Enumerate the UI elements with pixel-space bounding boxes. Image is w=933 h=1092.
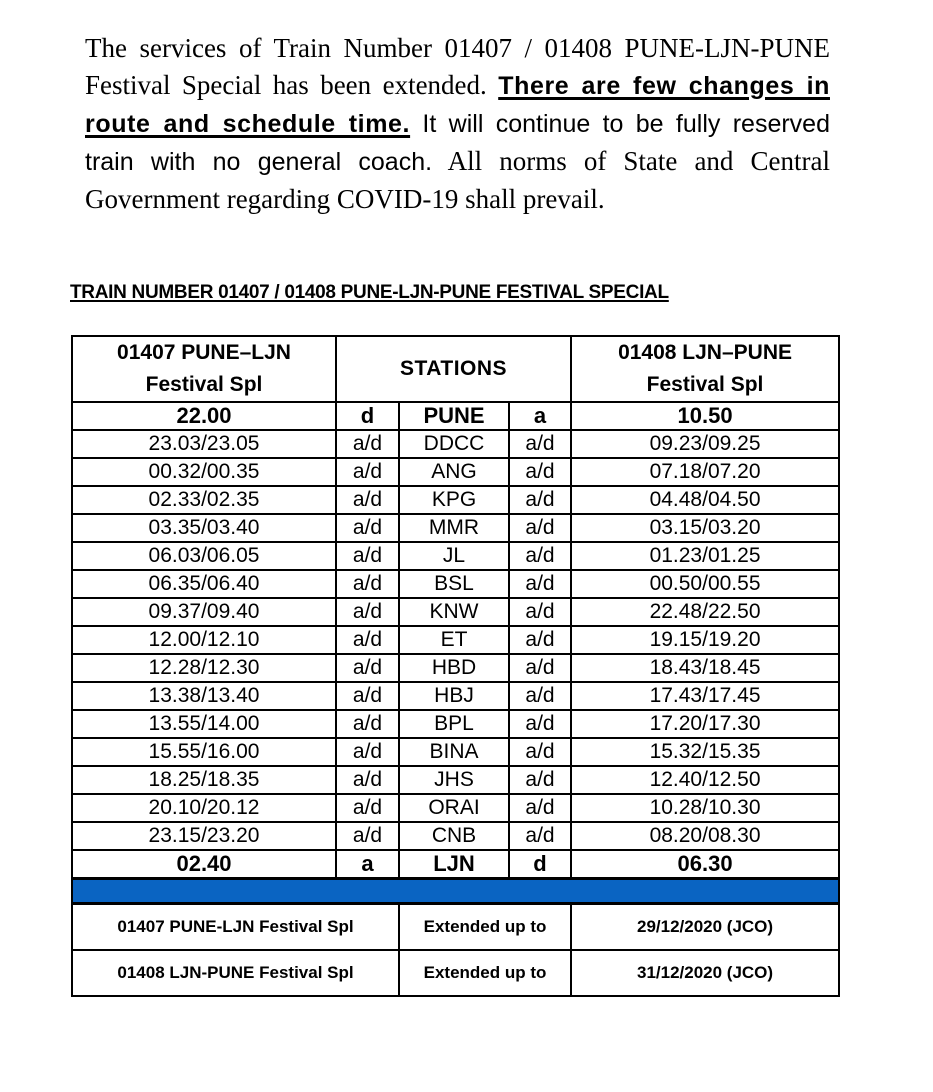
station-cell: LJN — [399, 850, 509, 879]
notice-highlight: There are few changes in route and schedule time. — [85, 72, 830, 138]
down-code-cell: a/d — [509, 682, 571, 710]
up-time-cell: 00.32/00.35 — [72, 458, 336, 486]
up-time-cell: 20.10/20.12 — [72, 794, 336, 822]
header-down-train — [571, 336, 839, 402]
blue-separator-row — [72, 879, 839, 904]
table-row — [72, 430, 839, 458]
station-cell: BINA — [399, 738, 509, 766]
header-down-train-name: Festival Spl — [646, 373, 764, 396]
up-code-cell: a/d — [336, 626, 399, 654]
table-row — [72, 486, 839, 514]
up-time-cell: 09.37/09.40 — [72, 598, 336, 626]
down-code-cell: a/d — [509, 738, 571, 766]
station-cell: KPG — [399, 486, 509, 514]
header-stations: STATIONS — [336, 336, 571, 402]
table-row — [72, 542, 839, 570]
up-time-cell: 12.00/12.10 — [72, 626, 336, 654]
down-code-cell: a/d — [509, 766, 571, 794]
station-cell: JHS — [399, 766, 509, 794]
down-code-cell: a/d — [509, 794, 571, 822]
station-cell: BPL — [399, 710, 509, 738]
up-time-cell: 02.40 — [72, 850, 336, 879]
up-code-cell: a/d — [336, 570, 399, 598]
table-row — [72, 654, 839, 682]
down-code-cell: a/d — [509, 570, 571, 598]
down-time-cell: 06.30 — [571, 850, 839, 879]
station-cell: DDCC — [399, 430, 509, 458]
station-cell: ORAI — [399, 794, 509, 822]
down-time-cell: 04.48/04.50 — [571, 486, 839, 514]
down-code-cell: a/d — [509, 430, 571, 458]
extension-label: Extended up to — [399, 904, 571, 951]
table-row — [72, 570, 839, 598]
down-time-cell: 10.28/10.30 — [571, 794, 839, 822]
down-time-cell: 22.48/22.50 — [571, 598, 839, 626]
down-code-cell: a/d — [509, 514, 571, 542]
down-time-cell: 01.23/01.25 — [571, 542, 839, 570]
down-code-cell: a/d — [509, 542, 571, 570]
down-time-cell: 09.23/09.25 — [571, 430, 839, 458]
header-up-train-number: 01407 PUNE–LJN — [117, 341, 291, 364]
up-code-cell: a — [336, 850, 399, 879]
station-cell: ET — [399, 626, 509, 654]
down-code-cell: a/d — [509, 458, 571, 486]
station-cell: CNB — [399, 822, 509, 850]
down-time-cell: 15.32/15.35 — [571, 738, 839, 766]
header-up-train — [72, 336, 336, 402]
down-time-cell: 08.20/08.30 — [571, 822, 839, 850]
timetable — [71, 335, 840, 997]
table-row — [72, 402, 839, 430]
up-code-cell: a/d — [336, 682, 399, 710]
table-row — [72, 626, 839, 654]
table-row — [72, 682, 839, 710]
table-row — [72, 738, 839, 766]
extension-label: Extended up to — [399, 950, 571, 996]
timetable-heading: TRAIN NUMBER 01407 / 01408 PUNE-LJN-PUNE FESTIVAL SPECIAL — [70, 282, 669, 303]
table-row — [72, 458, 839, 486]
up-code-cell: d — [336, 402, 399, 430]
notice-text-3: continue to be fully reserved train with no general coach. — [85, 110, 830, 176]
table-row — [72, 850, 839, 879]
up-code-cell: a/d — [336, 430, 399, 458]
up-time-cell: 18.25/18.35 — [72, 766, 336, 794]
table-row — [72, 598, 839, 626]
down-time-cell: 19.15/19.20 — [571, 626, 839, 654]
up-code-cell: a/d — [336, 542, 399, 570]
up-code-cell: a/d — [336, 458, 399, 486]
extension-train: 01407 PUNE-LJN Festival Spl — [72, 904, 399, 951]
down-time-cell: 17.20/17.30 — [571, 710, 839, 738]
extension-row — [72, 950, 839, 996]
station-cell: JL — [399, 542, 509, 570]
up-code-cell: a/d — [336, 766, 399, 794]
table-row — [72, 766, 839, 794]
table-row — [72, 514, 839, 542]
notice-text-4: All norms of State and Central Government regarding COVID-19 shall prevail. — [85, 146, 830, 214]
down-code-cell: a/d — [509, 626, 571, 654]
down-time-cell: 07.18/07.20 — [571, 458, 839, 486]
down-code-cell: a — [509, 402, 571, 430]
up-code-cell: a/d — [336, 654, 399, 682]
up-time-cell: 06.03/06.05 — [72, 542, 336, 570]
down-time-cell: 18.43/18.45 — [571, 654, 839, 682]
station-cell: ANG — [399, 458, 509, 486]
station-cell: HBD — [399, 654, 509, 682]
down-time-cell: 10.50 — [571, 402, 839, 430]
down-code-cell: a/d — [509, 710, 571, 738]
table-row — [72, 822, 839, 850]
notice-text-2: It will — [410, 110, 484, 138]
header-down-train-number: 01408 LJN–PUNE — [618, 341, 792, 364]
station-cell: PUNE — [399, 402, 509, 430]
down-time-cell: 00.50/00.55 — [571, 570, 839, 598]
down-code-cell: a/d — [509, 654, 571, 682]
up-code-cell: a/d — [336, 486, 399, 514]
down-code-cell: a/d — [509, 486, 571, 514]
down-code-cell: a/d — [509, 822, 571, 850]
header-up-train-name: Festival Spl — [145, 373, 263, 396]
notice-paragraph — [85, 30, 830, 218]
up-time-cell: 22.00 — [72, 402, 336, 430]
table-row — [72, 794, 839, 822]
station-cell: HBJ — [399, 682, 509, 710]
table-row — [72, 710, 839, 738]
up-time-cell: 02.33/02.35 — [72, 486, 336, 514]
up-time-cell: 03.35/03.40 — [72, 514, 336, 542]
extension-train: 01408 LJN-PUNE Festival Spl — [72, 950, 399, 996]
up-code-cell: a/d — [336, 710, 399, 738]
up-time-cell: 13.38/13.40 — [72, 682, 336, 710]
down-code-cell: d — [509, 850, 571, 879]
blue-separator — [72, 879, 839, 904]
down-time-cell: 03.15/03.20 — [571, 514, 839, 542]
up-code-cell: a/d — [336, 794, 399, 822]
up-code-cell: a/d — [336, 738, 399, 766]
station-cell: BSL — [399, 570, 509, 598]
table-header-row — [72, 336, 839, 402]
up-time-cell: 06.35/06.40 — [72, 570, 336, 598]
station-cell: KNW — [399, 598, 509, 626]
station-cell: MMR — [399, 514, 509, 542]
up-code-cell: a/d — [336, 598, 399, 626]
up-time-cell: 23.15/23.20 — [72, 822, 336, 850]
up-code-cell: a/d — [336, 514, 399, 542]
down-code-cell: a/d — [509, 598, 571, 626]
extension-date: 29/12/2020 (JCO) — [571, 904, 839, 951]
up-time-cell: 23.03/23.05 — [72, 430, 336, 458]
up-time-cell: 15.55/16.00 — [72, 738, 336, 766]
up-code-cell: a/d — [336, 822, 399, 850]
up-time-cell: 12.28/12.30 — [72, 654, 336, 682]
notice-text-1: The services of Train Number 01407 / 01408 PUNE-LJN-PUNE Festival Special has been extended. — [85, 33, 830, 100]
down-time-cell: 17.43/17.45 — [571, 682, 839, 710]
extension-row — [72, 904, 839, 951]
down-time-cell: 12.40/12.50 — [571, 766, 839, 794]
up-time-cell: 13.55/14.00 — [72, 710, 336, 738]
extension-date: 31/12/2020 (JCO) — [571, 950, 839, 996]
